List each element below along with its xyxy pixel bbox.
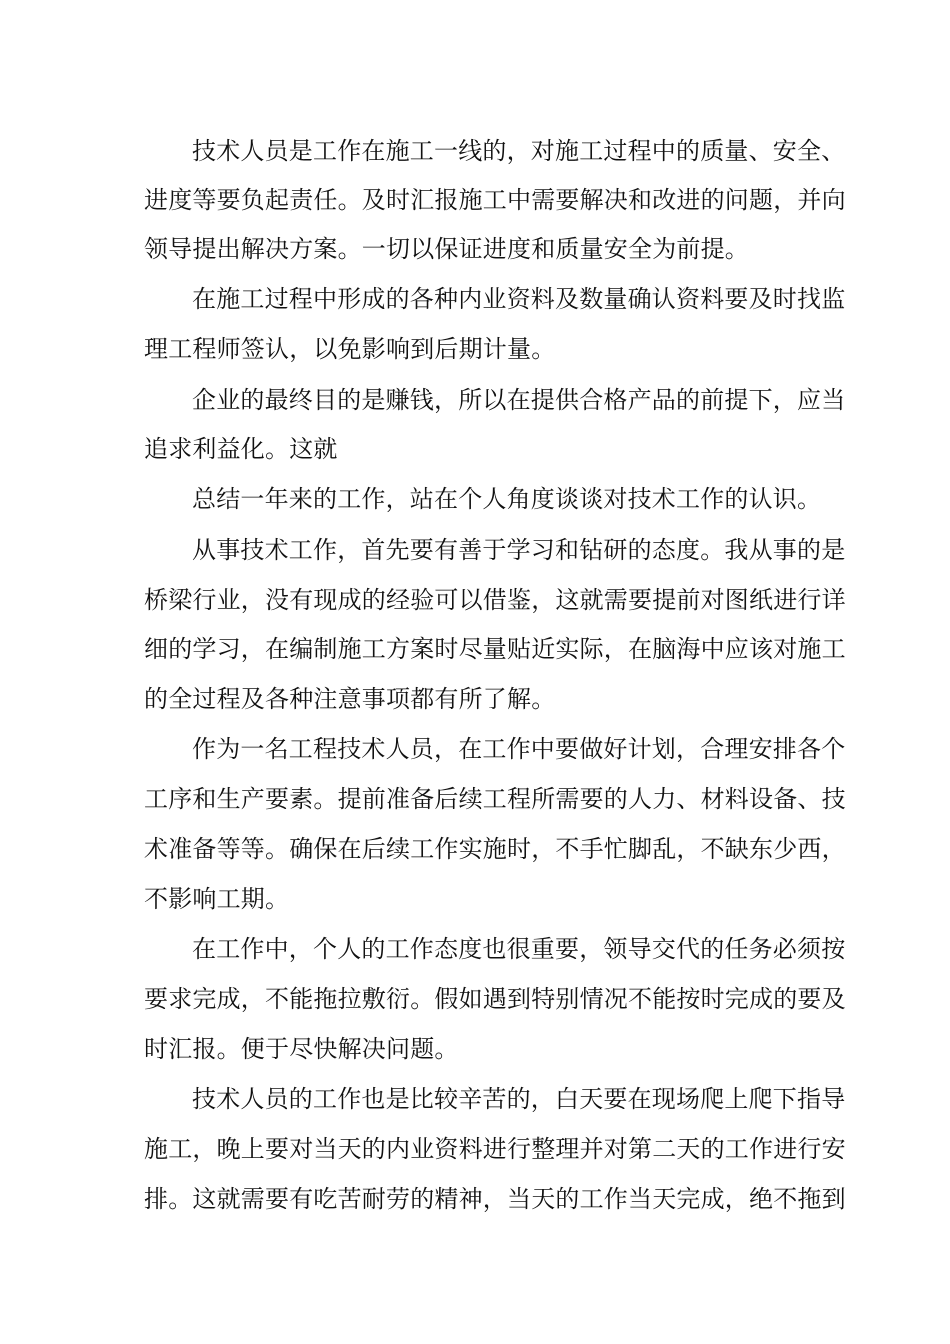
text-line: 技术人员的工作也是比较辛苦的，白天要在现场爬上爬下指导: [192, 1085, 846, 1113]
text-line: 桥梁行业，没有现成的经验可以借鉴，这就需要提前对图纸进行详: [144, 586, 846, 614]
text-line: 时汇报。便于尽快解决问题。: [144, 1035, 459, 1063]
text-line: 从事技术工作，首先要有善于学习和钻研的态度。我从事的是: [192, 536, 846, 564]
text-line: 进度等要负起责任。及时汇报施工中需要解决和改进的问题，并向: [144, 186, 846, 214]
text-line: 要求完成，不能拖拉敷衍。假如遇到特别情况不能按时完成的要及: [144, 985, 846, 1013]
text-line: 术准备等等。确保在后续工作实施时，不手忙脚乱，不缺东少西，: [144, 835, 846, 863]
text-line: 在工作中，个人的工作态度也很重要，领导交代的任务必须按: [192, 935, 846, 963]
text-line: 细的学习，在编制施工方案时尽量贴近实际，在脑海中应该对施工: [144, 635, 846, 663]
text-line: 理工程师签认，以免影响到后期计量。: [144, 335, 556, 363]
text-line: 的全过程及各种注意事项都有所了解。: [144, 685, 556, 713]
text-line: 作为一名工程技术人员，在工作中要做好计划，合理安排各个: [192, 735, 846, 763]
text-line: 企业的最终目的是赚钱，所以在提供合格产品的前提下，应当: [192, 386, 846, 414]
text-line: 施工，晚上要对当天的内业资料进行整理并对第二天的工作进行安: [144, 1135, 846, 1163]
text-line: 追求利益化。这就: [144, 435, 338, 463]
text-line: 技术人员是工作在施工一线的，对施工过程中的质量、安全、: [192, 137, 846, 165]
text-line: 总结一年来的工作，站在个人角度谈谈对技术工作的认识。: [192, 485, 822, 513]
text-line: 领导提出解决方案。一切以保证进度和质量安全为前提。: [144, 235, 749, 263]
text-line: 在施工过程中形成的各种内业资料及数量确认资料要及时找监: [192, 285, 846, 313]
text-line: 不影响工期。: [144, 885, 290, 913]
text-line: 工序和生产要素。提前准备后续工程所需要的人力、材料设备、技: [144, 785, 846, 813]
text-line: 排。这就需要有吃苦耐劳的精神，当天的工作当天完成，绝不拖到: [144, 1185, 846, 1213]
